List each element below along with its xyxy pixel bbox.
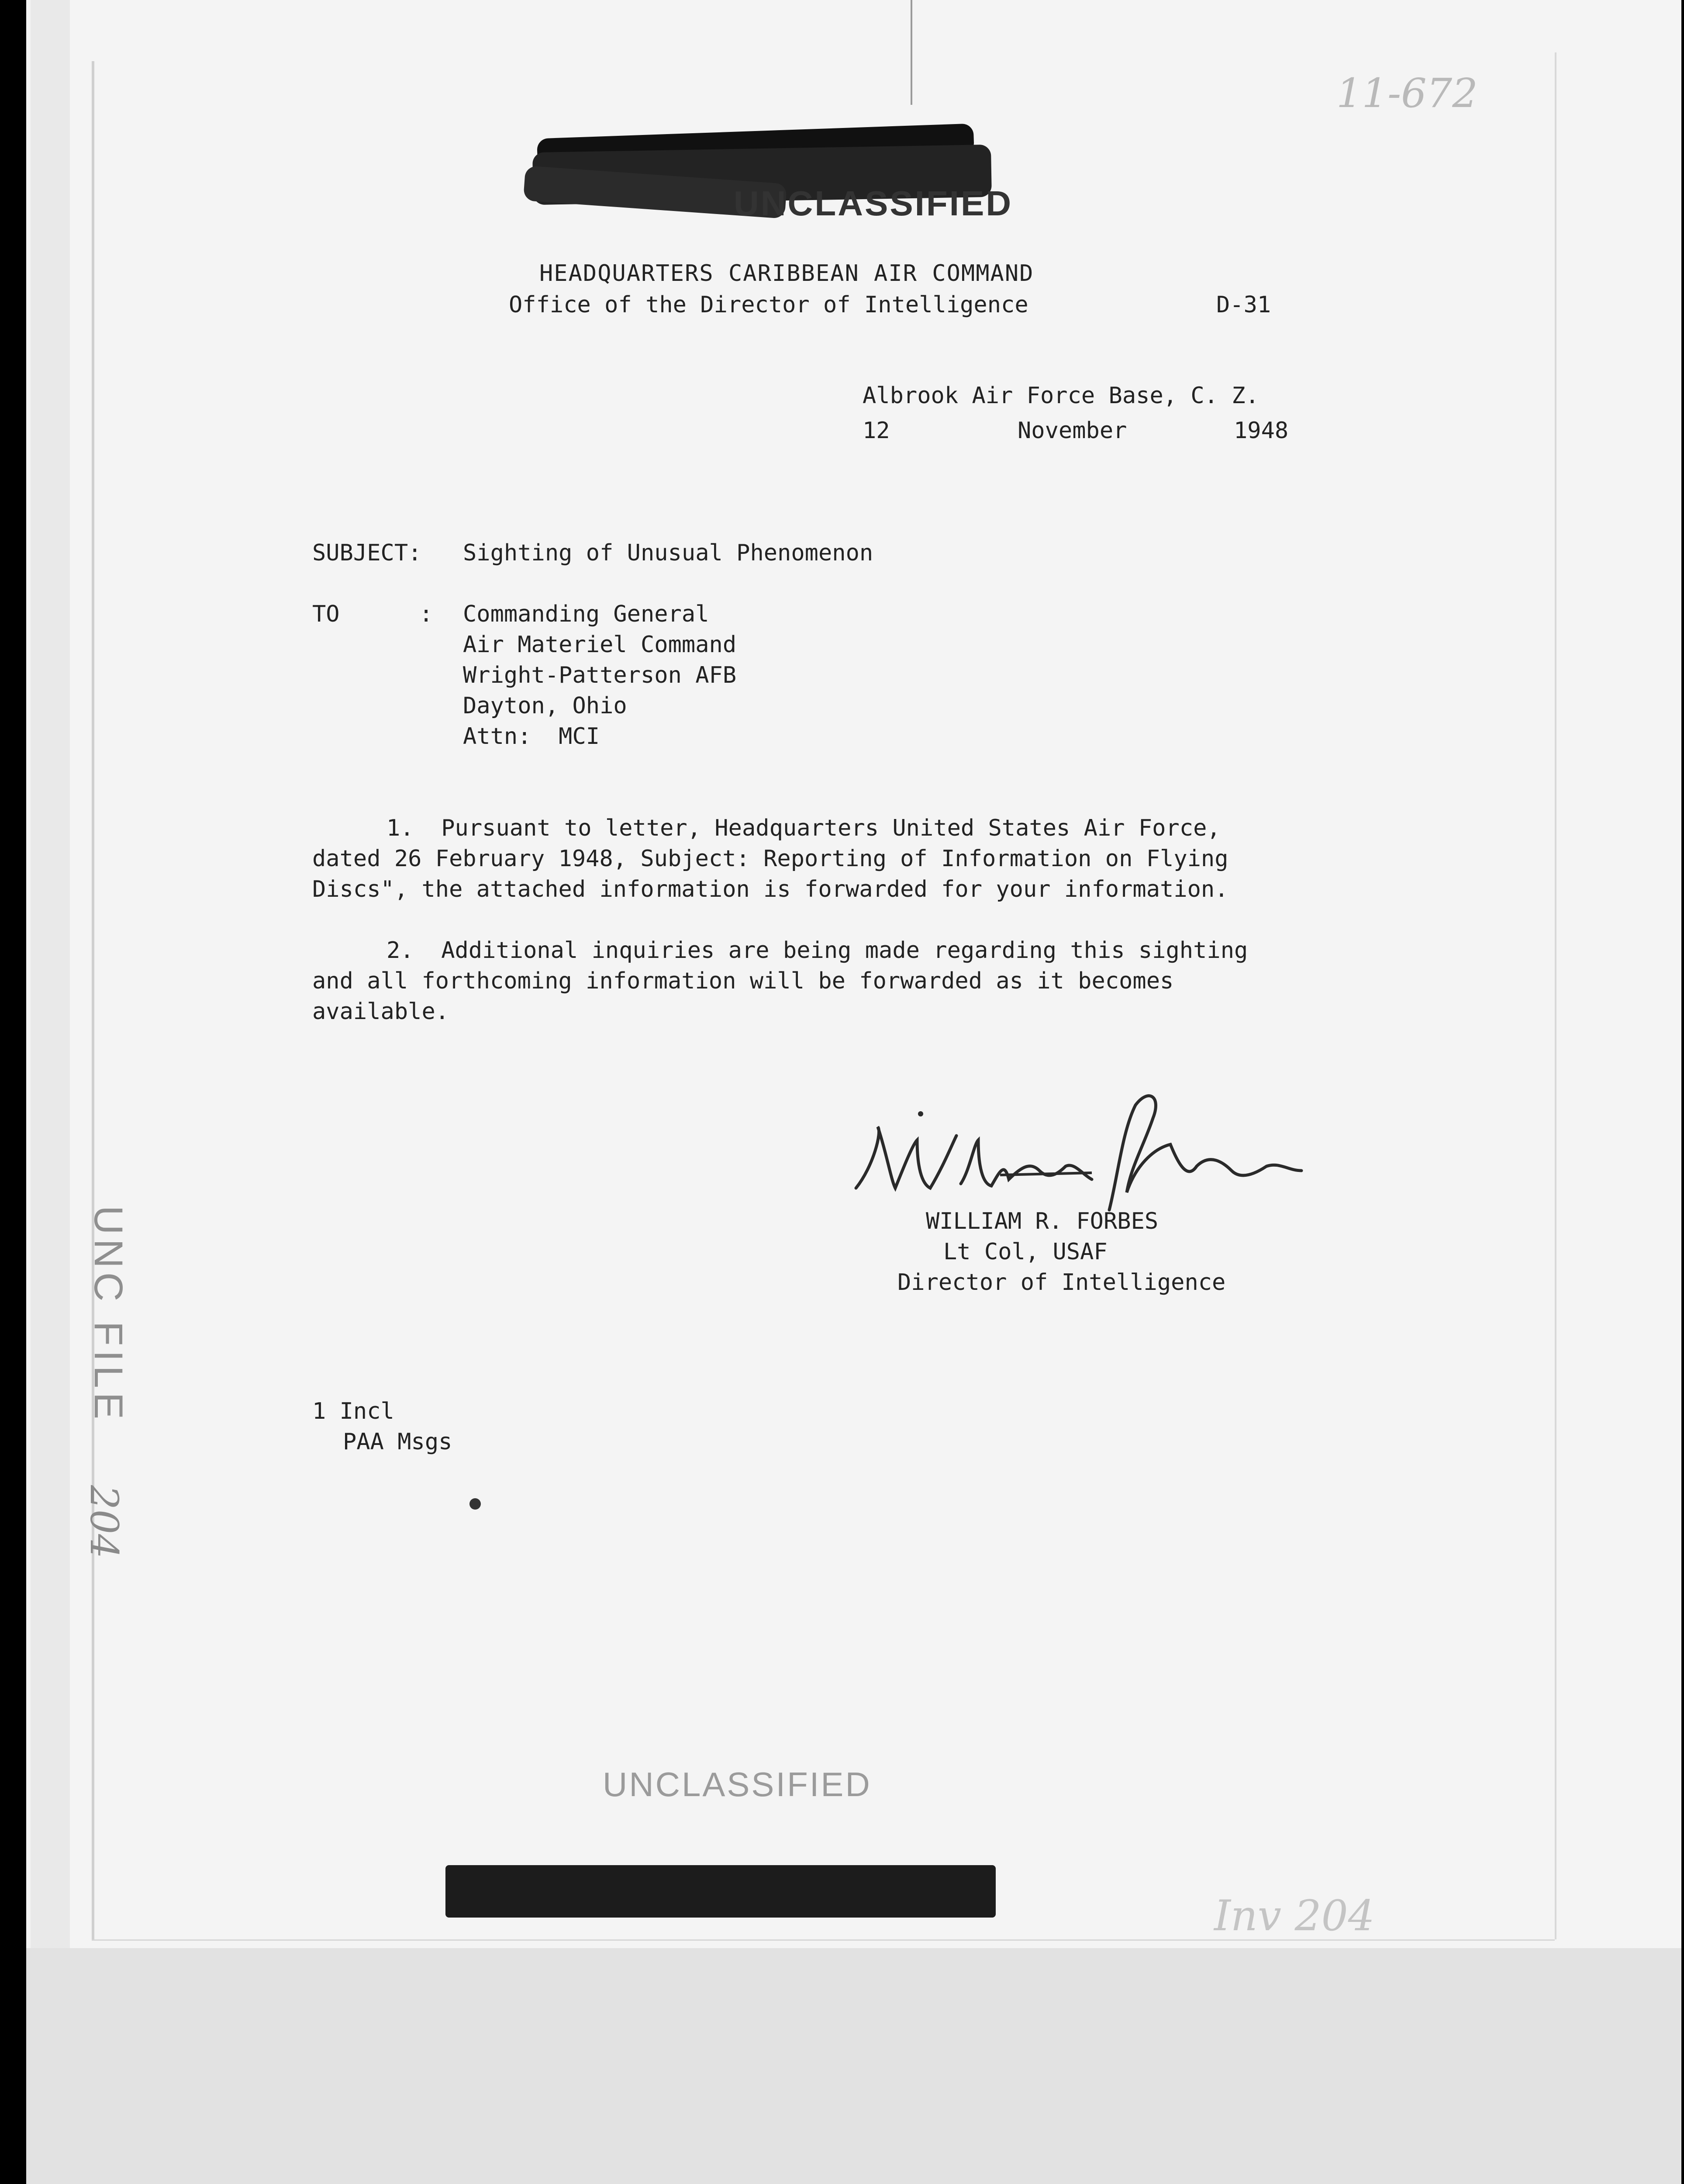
address-line: Air Materiel Command — [463, 632, 737, 658]
address-line: Wright-Patterson AFB — [463, 662, 737, 688]
bottom-handnote: Inv 204 — [1214, 1891, 1375, 1940]
date-year: 1948 — [1234, 418, 1289, 444]
paragraph-2-line: and all forthcoming information will be forwarded as it becomes — [312, 968, 1174, 994]
paragraph-1-line: 1. Pursuant to letter, Headquarters United States Air Force, — [386, 815, 1221, 841]
organization-heading: HEADQUARTERS CARIBBEAN AIR COMMAND — [539, 260, 1034, 287]
file-number-handwritten: 11-672 — [1336, 70, 1478, 117]
side-file-number: 204 — [82, 1485, 127, 1559]
enclosure-item: PAA Msgs — [343, 1429, 452, 1455]
page-border-left — [92, 61, 94, 1939]
side-file-stamp: UNC FILE — [86, 1206, 131, 1424]
to-colon: : — [419, 601, 433, 627]
signer-title: Director of Intelligence — [897, 1269, 1226, 1296]
subject-value: Sighting of Unusual Phenomenon — [463, 540, 873, 566]
subject-label: SUBJECT: — [312, 540, 422, 566]
paragraph-1-line: Discs", the attached information is forwarded for your information. — [312, 876, 1228, 902]
enclosure-count: 1 Incl — [312, 1398, 394, 1424]
ink-dot — [469, 1498, 481, 1510]
fold-mark — [911, 0, 912, 105]
paragraph-1-line: dated 26 February 1948, Subject: Reporting of Information on Flying — [312, 846, 1228, 872]
paragraph-2-line: available. — [312, 999, 449, 1025]
sheet-edge — [26, 1948, 1681, 2184]
location-line: Albrook Air Force Base, C. Z. — [863, 383, 1259, 409]
redaction-bottom — [445, 1865, 996, 1918]
paragraph-2-line: 2. Additional inquiries are being made regarding this sighting — [386, 937, 1248, 964]
date-month: November — [1018, 418, 1127, 444]
date-day: 12 — [863, 418, 890, 444]
address-line: Commanding General — [463, 601, 709, 627]
signer-rank: Lt Col, USAF — [943, 1239, 1108, 1265]
left-margin — [31, 0, 70, 1948]
to-label: TO — [312, 601, 340, 627]
office-heading: Office of the Director of Intelligence — [509, 292, 1028, 318]
signer-name: WILLIAM R. FORBES — [926, 1208, 1159, 1234]
address-line: Attn: MCI — [463, 723, 600, 750]
classification-stamp-bottom: UNCLASSIFIED — [603, 1765, 872, 1804]
address-line: Dayton, Ohio — [463, 693, 627, 719]
handwritten-signature — [847, 1079, 1319, 1223]
doc-code: D-31 — [1216, 292, 1271, 318]
classification-stamp-top: UNCLASSIFIED — [734, 184, 1013, 223]
page-border-right — [1555, 52, 1556, 1939]
